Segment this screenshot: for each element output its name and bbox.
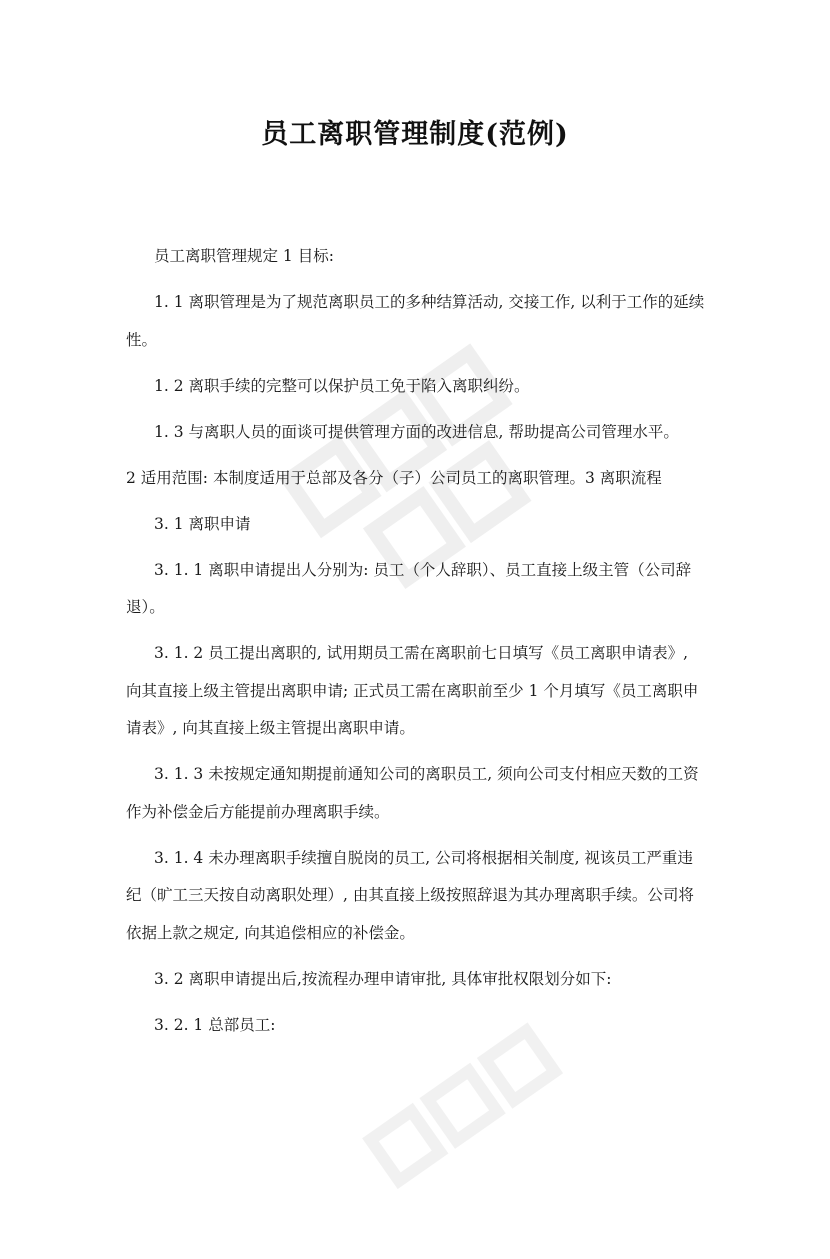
paragraph: 3. 1. 2 员工提出离职的, 试用期员工需在离职前七日填写《员工离职申请表》, 向其直接上级主管提出离职申请; 正式员工需在离职前至少 1 个月填写《员工离职申请表》, 向其直接上级主管提出离职申请。 — [126, 644, 699, 737]
paragraph: 3. 1. 3 未按规定通知期提前通知公司的离职员工, 须向公司支付相应天数的工资作为补偿金后方能提前办理离职手续。 — [126, 765, 699, 821]
paragraph: 2 适用范围: 本制度适用于总部及各分（子）公司员工的离职管理。3 离职流程 — [126, 468, 662, 487]
paragraph: 3. 1. 4 未办理离职手续擅自脱岗的员工, 公司将根据相关制度, 视该员工严重违纪（旷工三天按自动离职处理）, 由其直接上级按照辞退为其办理离职手续。公司将依据上款之规定, 向其追偿相应的补偿金。 — [126, 848, 694, 942]
paragraph: 3. 1. 1 离职申请提出人分别为: 员工（个人辞职）、员工直接上级主管（公司辞退）。 — [126, 560, 692, 616]
paragraph: 1. 1 离职管理是为了规范离职员工的多种结算活动, 交接工作, 以利于工作的延续性。 — [126, 293, 705, 349]
paragraph: 3. 2 离职申请提出后,按流程办理申请审批, 具体审批权限划分如下: — [154, 969, 612, 988]
document-body — [126, 238, 708, 1053]
document-title: 员工离职管理制度(范例) — [261, 119, 569, 150]
paragraph: 1. 2 离职手续的完整可以保护员工免于陷入离职纠纷。 — [154, 376, 530, 395]
paragraph: 员工离职管理规定 1 目标: — [154, 247, 334, 265]
paragraph: 3. 2. 1 总部员工: — [154, 1015, 276, 1034]
paragraph: 1. 3 与离职人员的面谈可提供管理方面的改进信息, 帮助提高公司管理水平。 — [154, 422, 679, 441]
paragraph: 3. 1 离职申请 — [154, 514, 251, 533]
